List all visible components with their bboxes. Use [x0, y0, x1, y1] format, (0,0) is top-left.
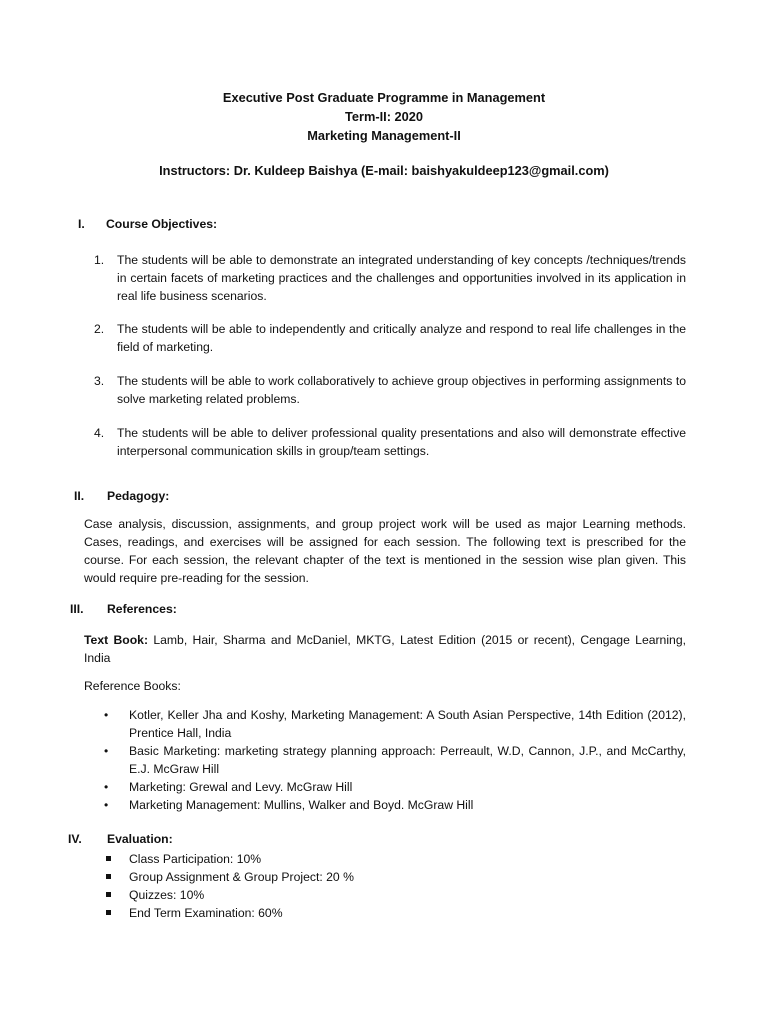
- objective-item: [94, 320, 686, 356]
- objective-text: The students will be able to deliver professional quality presentations and also will demonstrate effective interpersonal communication skills in group/team settings.: [117, 426, 686, 458]
- evaluation-text: Quizzes: 10%: [129, 888, 205, 902]
- evaluation-text: Group Assignment & Group Project: 20 %: [129, 870, 354, 884]
- square-bullet-icon: [106, 910, 111, 915]
- section-heading: Evaluation:: [107, 832, 173, 846]
- section-heading: Pedagogy:: [107, 489, 170, 503]
- objective-text: The students will be able to work collaboratively to achieve group objectives in performing assignments to solve marketing related problems.: [117, 374, 686, 406]
- textbook-citation: Lamb, Hair, Sharma and McDaniel, MKTG, Latest Edition (2015 or recent), Cengage Learning, India: [84, 633, 686, 665]
- evaluation-item: [104, 904, 504, 922]
- objective-number: 4.: [94, 426, 105, 440]
- bullet-icon: •: [104, 798, 109, 812]
- instructors-line: Instructors: Dr. Kuldeep Baishya (E-mail: baishyakuldeep123@gmail.com): [159, 163, 609, 178]
- reference-book-item: [104, 778, 686, 796]
- square-bullet-icon: [106, 892, 111, 897]
- objective-number: 1.: [94, 253, 105, 267]
- objective-number: 2.: [94, 322, 105, 336]
- objective-text: The students will be able to demonstrate an integrated understanding of key concepts /techniques/trends in certain facets of marketing practices and the challenges and opportunities involved in its application in real life business scenarios.: [117, 253, 686, 303]
- reference-book-text: Marketing Management: Mullins, Walker and Boyd. McGraw Hill: [129, 798, 474, 812]
- evaluation-text: Class Participation: 10%: [129, 852, 262, 866]
- bullet-icon: •: [104, 780, 109, 794]
- section-evaluation-heading: [68, 832, 173, 846]
- objective-number: 3.: [94, 374, 105, 388]
- reference-books-label: Reference Books:: [84, 679, 181, 693]
- objective-item: [94, 424, 686, 460]
- pedagogy-paragraph: Case analysis, discussion, assignments, and group project work will be used as major Learning methods. Cases, readings, and exercises will be assigned for each session. The following text is prescribed for the course. For each session, the relevant chapter of the text is mentioned in the session wise plan given. This would require pre-reading for the session.: [84, 517, 686, 585]
- bullet-icon: •: [104, 744, 109, 758]
- reference-book-item: [104, 742, 686, 778]
- square-bullet-icon: [106, 856, 111, 861]
- reference-book-text: Kotler, Keller Jha and Koshy, Marketing Management: A South Asian Perspective, 14th Edition (2012), Prentice Hall, India: [129, 708, 686, 740]
- programme-title: Executive Post Graduate Programme in Management: [222, 90, 546, 105]
- course-title: Marketing Management-II: [307, 128, 461, 143]
- textbook-paragraph: [84, 631, 686, 667]
- section-heading: References:: [107, 602, 177, 616]
- reference-book-item: [104, 706, 686, 742]
- reference-book-text: Marketing: Grewal and Levy. McGraw Hill: [129, 780, 353, 794]
- objective-item: [94, 251, 686, 305]
- evaluation-item: [104, 886, 504, 904]
- reference-book-item: [104, 796, 686, 814]
- term-title: Term-II: 2020: [345, 109, 423, 124]
- objective-text: The students will be able to independently and critically analyze and respond to real life challenges in the field of marketing.: [117, 322, 686, 354]
- section-numeral: IV.: [68, 832, 82, 846]
- objective-item: [94, 372, 686, 408]
- section-pedagogy-heading: [74, 489, 169, 503]
- textbook-label: Text Book:: [84, 633, 149, 647]
- section-heading: Course Objectives:: [106, 217, 218, 231]
- section-objectives-heading: [78, 217, 217, 231]
- bullet-icon: •: [104, 708, 109, 722]
- section-references-heading: [70, 602, 177, 616]
- reference-book-text: Basic Marketing: marketing strategy planning approach: Perreault, W.D, Cannon, J.P., and McCarthy, E.J. McGraw Hill: [129, 744, 686, 776]
- section-numeral: III.: [70, 602, 84, 616]
- evaluation-item: [104, 850, 504, 868]
- evaluation-text: End Term Examination: 60%: [129, 906, 283, 920]
- evaluation-item: [104, 868, 504, 886]
- section-numeral: I.: [78, 217, 85, 231]
- section-numeral: II.: [74, 489, 85, 503]
- square-bullet-icon: [106, 874, 111, 879]
